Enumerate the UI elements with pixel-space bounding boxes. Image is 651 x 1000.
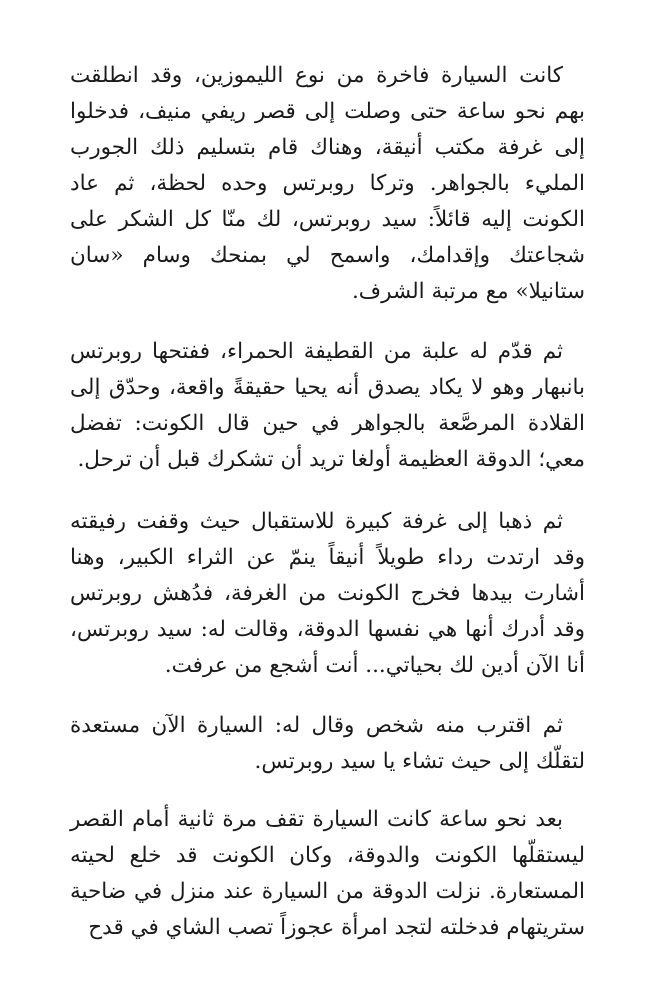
book-page: [70, 58, 585, 970]
paragraph-2: ثم قدّم له علبة من القطيفة الحمراء، ففتحها روبرتس بانبهار وهو لا يكاد يصدق أنه يحيا حقيقةً واقعة، وحدّق إلى القلادة المرصَّعة بالجواهر في حين قال الكونت: تفضل معي؛ الدوقة العظيمة أولغا تريد أن تشكرك قبل أن ترحل.: [70, 339, 585, 472]
paragraph-1: كانت السيارة فاخرة من نوع الليموزين، وقد انطلقت بهم نحو ساعة حتى وصلت إلى قصر ريفي منيف، فدخلوا إلى غرفة مكتب أنيقة، وهناك قام بتسليم ذلك الجورب المليء بالجواهر. وتركا روبرتس وحده لحظة، ثم عاد الكونت إليه قائلاً: سيد روبرتس، لك منّا كل الشكر على شجاعتك وإقدامك، واسمح لي بمنحك وسام «سان ستانيلا» مع مرتبة الشرف.: [70, 63, 585, 304]
paragraph-5: بعد نحو ساعة كانت السيارة تقف مرة ثانية أمام القصر ليستقلّها الكونت والدوقة، وكان الكونت قد خلع لحيته المستعارة. نزلت الدوقة من السيارة عند منزل في ضاحية ستريتهام فدخلته لتجد امرأة عجوزاً تصب الشاي في قدح: [70, 807, 585, 940]
paragraph-4: ثم اقترب منه شخص وقال له: السيارة الآن مستعدة لتقلّك إلى حيث تشاء يا سيد روبرتس.: [70, 713, 585, 774]
paragraph-3: ثم ذهبا إلى غرفة كبيرة للاستقبال حيث وقفت رفيقته وقد ارتدت رداء طويلاً أنيقاً ينمّ عن الثراء الكبير، وهنا أشارت بيدها فخرج الكونت من الغرفة، فدُهش روبرتس وقد أدرك أنها هي نفسها الدوقة، وقالت له: سيد روبرتس، أنا الآن أدين لك بحياتي... أنت أشجع من عرفت.: [70, 509, 585, 678]
